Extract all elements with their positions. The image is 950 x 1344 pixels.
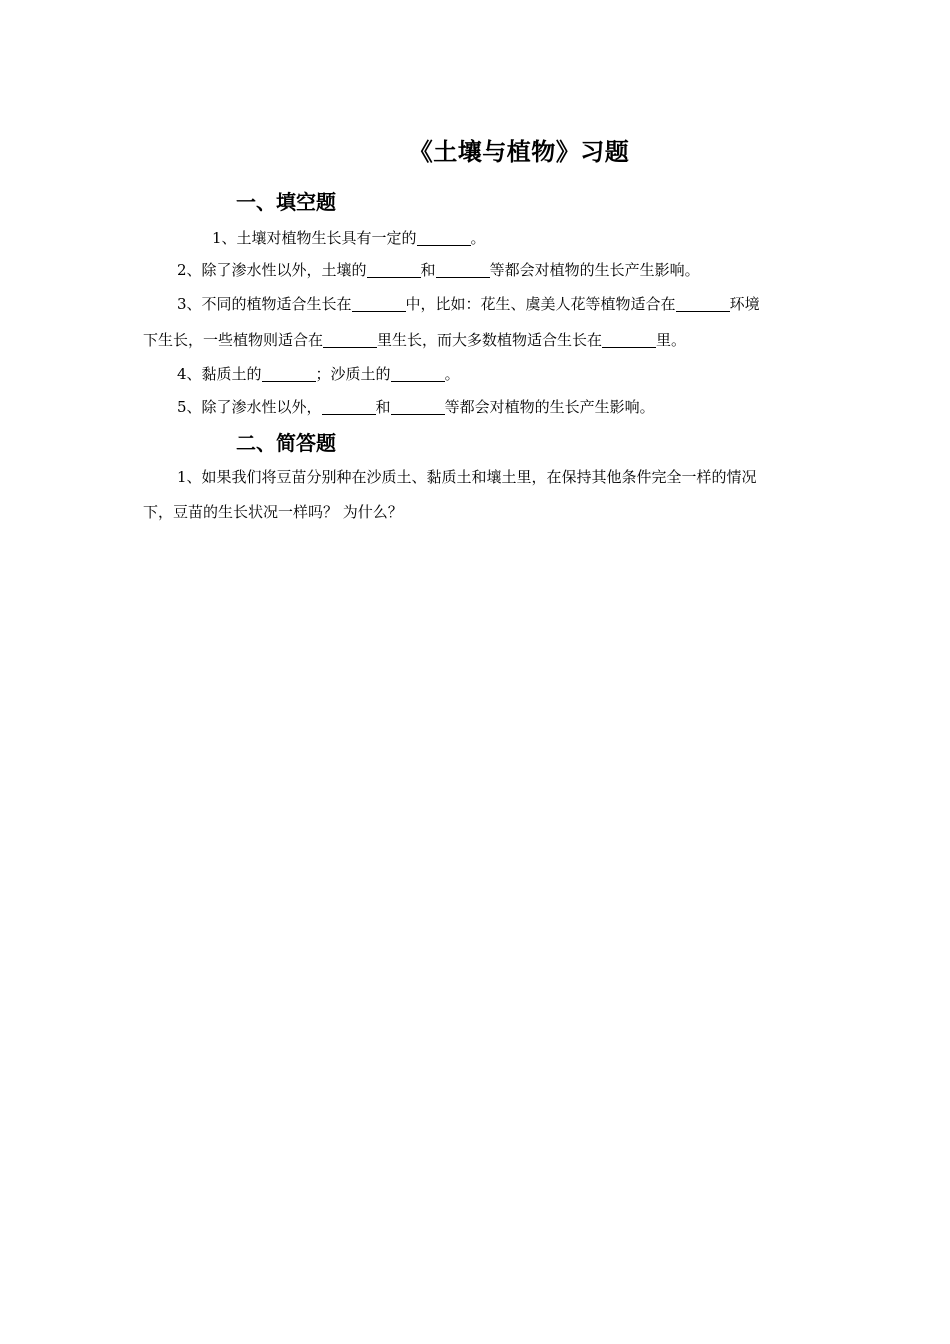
page-title: 《土壤与植物》习题 xyxy=(408,137,630,166)
answer-blank xyxy=(323,332,377,348)
question-1-4: 4、黏质土的 ；沙质土的 。 xyxy=(177,365,460,383)
question-2-1-line-2: 下，豆苗的生长状况一样吗？ 为什么？ xyxy=(143,503,403,521)
answer-blank xyxy=(391,366,445,382)
question-1-3-line-2: 下生长，一些植物则适合在 里生长，而大多数植物适合生长在 里。 xyxy=(143,331,687,349)
question-1-1: 1、土壤对植物生长具有一定的 。 xyxy=(212,229,486,247)
answer-blank xyxy=(322,399,376,415)
answer-blank xyxy=(417,230,471,246)
answer-blank xyxy=(262,366,316,382)
answer-blank xyxy=(367,262,421,278)
answer-blank xyxy=(352,296,406,312)
question-2-1-line-1: 1、如果我们将豆苗分别种在沙质土、黏质土和壤土里，在保持其他条件完全一样的情况 xyxy=(177,468,757,486)
question-1-2: 2、除了渗水性以外，土壤的 和 等都会对植物的生长产生影响。 xyxy=(177,261,700,279)
answer-blank xyxy=(436,262,490,278)
answer-blank xyxy=(602,332,656,348)
question-1-3-line-1: 3、不同的植物适合生长在 中，比如：花生、虞美人花等植物适合在 环境 xyxy=(177,295,760,313)
section-heading-fill-in: 一、填空题 xyxy=(236,190,336,214)
answer-blank xyxy=(676,296,730,312)
answer-blank xyxy=(391,399,445,415)
question-1-5: 5、除了渗水性以外， 和 等都会对植物的生长产生影响。 xyxy=(177,398,655,416)
section-heading-short-answer: 二、简答题 xyxy=(236,431,336,455)
